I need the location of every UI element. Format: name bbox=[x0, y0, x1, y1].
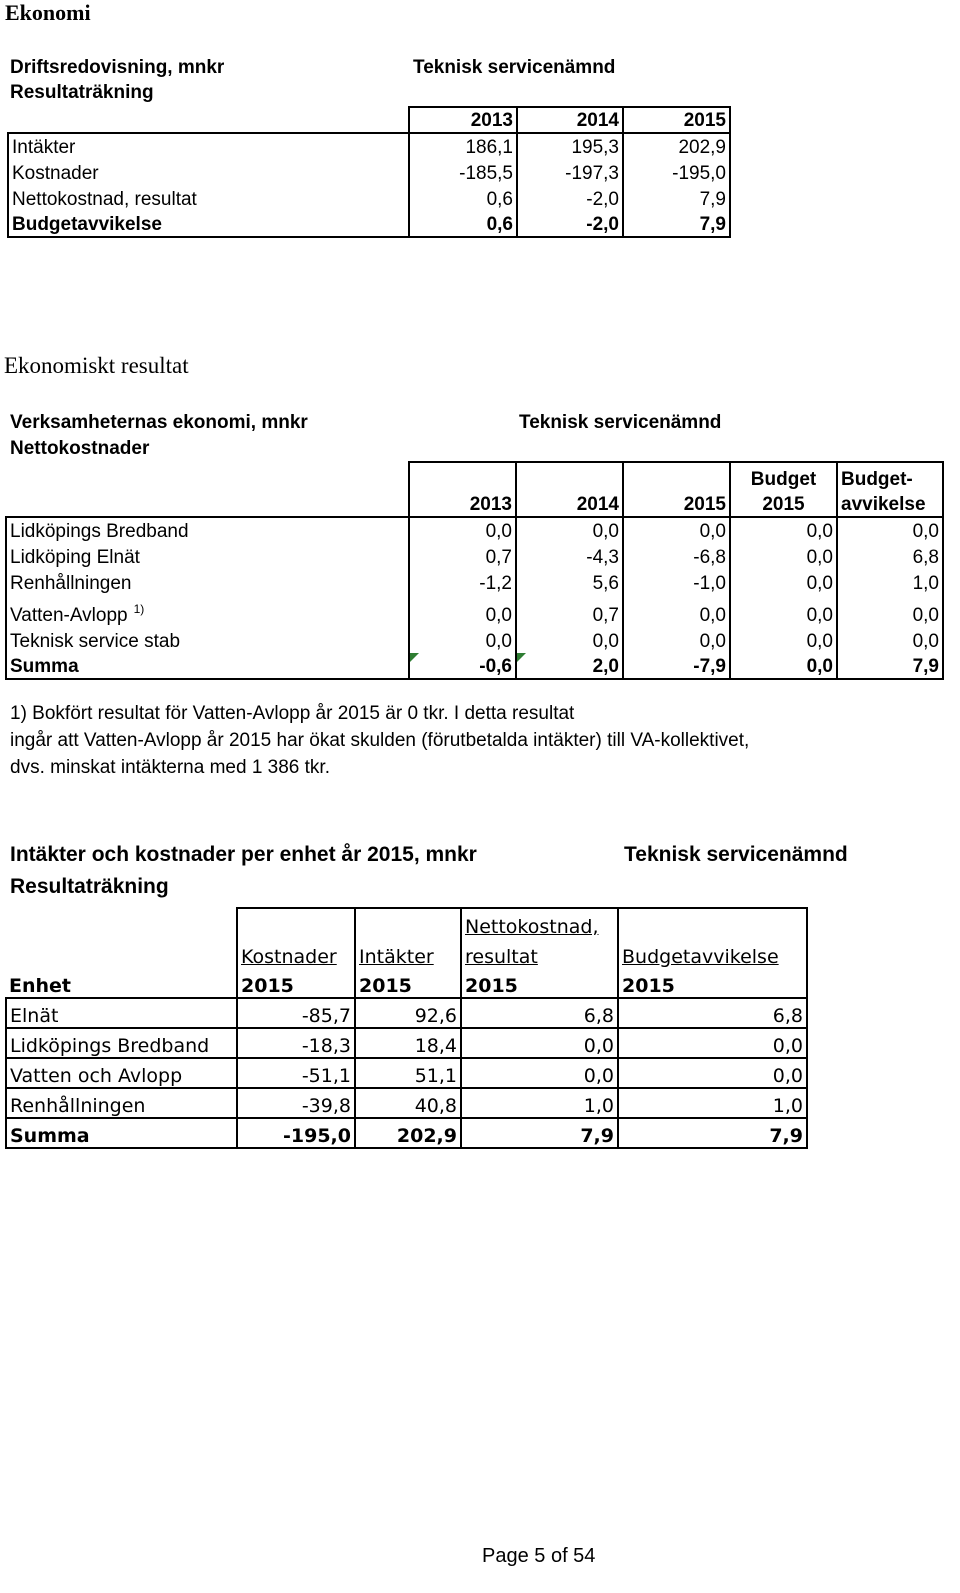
cell-value: 0,0 bbox=[730, 653, 837, 679]
cell-value: 6,8 bbox=[837, 543, 943, 569]
table-header-row bbox=[6, 968, 807, 998]
avvikelse-header: avvikelse bbox=[837, 491, 943, 517]
year-header: 2015 bbox=[355, 968, 461, 998]
row-label: Summa bbox=[6, 1118, 237, 1148]
table-header-row bbox=[6, 462, 943, 491]
section-heading-ekonomiskt-resultat: Ekonomiskt resultat bbox=[4, 353, 189, 378]
cell-value: 0,0 bbox=[516, 627, 623, 653]
verksamhet-title: Verksamheternas ekonomi, mnkr bbox=[10, 412, 308, 433]
cell-value: -2,0 bbox=[517, 185, 623, 211]
year-header: 2014 bbox=[516, 491, 623, 517]
footnote-marker: 1) bbox=[133, 602, 145, 616]
cell-value: 0,0 bbox=[730, 543, 837, 569]
table-header-row bbox=[6, 938, 807, 968]
cell-value: 0,0 bbox=[409, 517, 516, 543]
cell-value: -51,1 bbox=[237, 1058, 355, 1088]
cell-value: 5,6 bbox=[516, 569, 623, 595]
row-label: Nettokostnad, resultat bbox=[8, 185, 409, 211]
cell-value: 0,0 bbox=[837, 627, 943, 653]
cell-value: 0,7 bbox=[409, 543, 516, 569]
cell-value: 0,6 bbox=[409, 211, 517, 237]
cell-value: 92,6 bbox=[355, 998, 461, 1028]
table-row bbox=[8, 211, 730, 237]
cell-value: 7,9 bbox=[623, 185, 730, 211]
cell-value bbox=[516, 653, 623, 679]
cell-value: -1,2 bbox=[409, 569, 516, 595]
resultat-header: resultat bbox=[461, 938, 618, 968]
table-row bbox=[6, 595, 943, 627]
comment-marker-icon bbox=[410, 653, 419, 662]
nettokostnader-table bbox=[5, 461, 944, 680]
cell-value: 0,6 bbox=[409, 185, 517, 211]
cell-value: 6,8 bbox=[461, 998, 618, 1028]
cell-value: -197,3 bbox=[517, 159, 623, 185]
year-header: 2015 bbox=[618, 968, 807, 998]
footnote-line: dvs. minskat intäkterna med 1 386 tkr. bbox=[10, 757, 330, 778]
cell-value: 0,0 bbox=[623, 595, 730, 627]
driftsredovisning-table bbox=[7, 106, 731, 238]
row-label: Budgetavvikelse bbox=[8, 211, 409, 237]
cell-value: -185,5 bbox=[409, 159, 517, 185]
row-label: Kostnader bbox=[8, 159, 409, 185]
table-row bbox=[8, 159, 730, 185]
cell-value: -4,3 bbox=[516, 543, 623, 569]
cell-value: 0,0 bbox=[837, 595, 943, 627]
table-header-row bbox=[6, 491, 943, 517]
enhet-header: Enhet bbox=[6, 968, 237, 998]
page-number: Page 5 of 54 bbox=[482, 1545, 596, 1567]
cell-value: 186,1 bbox=[409, 133, 517, 159]
cell-value: 0,0 bbox=[409, 595, 516, 627]
row-label: Summa bbox=[6, 653, 409, 679]
table-row bbox=[8, 133, 730, 159]
row-label: Lidköpings Bredband bbox=[6, 517, 409, 543]
cell-value: 0,0 bbox=[618, 1058, 807, 1088]
cell-value: 0,0 bbox=[461, 1058, 618, 1088]
year-header: 2013 bbox=[409, 107, 517, 133]
cell-value: 7,9 bbox=[837, 653, 943, 679]
cell-value: 0,0 bbox=[730, 595, 837, 627]
cell-value: 0,0 bbox=[730, 627, 837, 653]
footnote-line: 1) Bokfört resultat för Vatten-Avlopp år 2015 är 0 tkr. I detta resultat bbox=[10, 703, 575, 724]
year-header: 2015 bbox=[623, 107, 730, 133]
netto-header: Nettokostnad, bbox=[461, 908, 618, 938]
cell-value: 0,0 bbox=[618, 1028, 807, 1058]
cell-value: 0,0 bbox=[730, 517, 837, 543]
table-row bbox=[6, 998, 807, 1028]
drift-subtitle: Resultaträkning bbox=[10, 82, 154, 103]
section-heading-ekonomi: Ekonomi bbox=[5, 0, 91, 25]
cell-value: -1,0 bbox=[623, 569, 730, 595]
cell-value: 0,0 bbox=[516, 517, 623, 543]
comment-marker-icon bbox=[517, 653, 526, 662]
cell-value: -85,7 bbox=[237, 998, 355, 1028]
cell-value: -2,0 bbox=[517, 211, 623, 237]
cell-value: 0,0 bbox=[623, 517, 730, 543]
row-label: Intäkter bbox=[8, 133, 409, 159]
enhet-table bbox=[5, 907, 808, 1149]
intakter-header: Intäkter bbox=[355, 938, 461, 968]
cell-value: -195,0 bbox=[623, 159, 730, 185]
enhet-subtitle: Resultaträkning bbox=[10, 875, 169, 898]
cell-value: 1,0 bbox=[461, 1088, 618, 1118]
cell-value: -6,8 bbox=[623, 543, 730, 569]
table-header-row bbox=[8, 107, 730, 133]
cell-value: 0,0 bbox=[837, 517, 943, 543]
row-label-text: Vatten-Avlopp bbox=[10, 605, 128, 626]
row-label: Teknisk service stab bbox=[6, 627, 409, 653]
table-row bbox=[6, 1058, 807, 1088]
footnote bbox=[10, 700, 749, 781]
cell-value: -18,3 bbox=[237, 1028, 355, 1058]
cell-value: 0,0 bbox=[623, 627, 730, 653]
footnote-line: ingår att Vatten-Avlopp år 2015 har ökat skulden (förutbetalda intäkter) till VA-kollektivet, bbox=[10, 730, 750, 751]
cell-value: 0,0 bbox=[461, 1028, 618, 1058]
year-header: 2013 bbox=[409, 491, 516, 517]
cell-value: 6,8 bbox=[618, 998, 807, 1028]
cell-value: 18,4 bbox=[355, 1028, 461, 1058]
table-row bbox=[6, 627, 943, 653]
table-row bbox=[6, 543, 943, 569]
budget-header: Budget bbox=[730, 462, 837, 491]
year-header: 2015 bbox=[623, 491, 730, 517]
budgetavvikelse-header: Budgetavvikelse bbox=[618, 938, 807, 968]
budgetavvikelse-header: Budget- bbox=[837, 462, 943, 491]
row-label: Lidköping Elnät bbox=[6, 543, 409, 569]
table-row bbox=[8, 185, 730, 211]
cell-value: 0,7 bbox=[516, 595, 623, 627]
row-label: Lidköpings Bredband bbox=[6, 1028, 237, 1058]
verksamhet-subtitle: Nettokostnader bbox=[10, 438, 150, 459]
cell-value: 195,3 bbox=[517, 133, 623, 159]
row-label: Vatten och Avlopp bbox=[6, 1058, 237, 1088]
verksamhet-namnd: Teknisk servicenämnd bbox=[519, 412, 722, 433]
cell-value: 7,9 bbox=[461, 1118, 618, 1148]
cell-value-text: 2,0 bbox=[592, 656, 619, 677]
cell-value: -195,0 bbox=[237, 1118, 355, 1148]
cell-value bbox=[409, 653, 516, 679]
drift-namnd: Teknisk servicenämnd bbox=[413, 57, 616, 78]
cell-value-text: -0,6 bbox=[479, 656, 512, 677]
cell-value: 1,0 bbox=[837, 569, 943, 595]
cell-value: 40,8 bbox=[355, 1088, 461, 1118]
table-row bbox=[6, 1118, 807, 1148]
enhet-title: Intäkter och kostnader per enhet år 2015, mnkr bbox=[10, 843, 477, 866]
row-label: Renhållningen bbox=[6, 1088, 237, 1118]
table-row bbox=[6, 1028, 807, 1058]
year-header: 2015 bbox=[730, 491, 837, 517]
cell-value: -39,8 bbox=[237, 1088, 355, 1118]
cell-value: 51,1 bbox=[355, 1058, 461, 1088]
row-label: Elnät bbox=[6, 998, 237, 1028]
cell-value: -7,9 bbox=[623, 653, 730, 679]
table-header-row bbox=[6, 908, 807, 938]
table-row bbox=[6, 517, 943, 543]
year-header: 2015 bbox=[461, 968, 618, 998]
row-label bbox=[6, 595, 409, 627]
table-row bbox=[6, 569, 943, 595]
cell-value: 7,9 bbox=[618, 1118, 807, 1148]
cell-value: 0,0 bbox=[730, 569, 837, 595]
table-row bbox=[6, 1088, 807, 1118]
drift-title: Driftsredovisning, mnkr bbox=[10, 57, 225, 78]
cell-value: 1,0 bbox=[618, 1088, 807, 1118]
cell-value: 0,0 bbox=[409, 627, 516, 653]
kostnader-header: Kostnader bbox=[237, 938, 355, 968]
cell-value: 7,9 bbox=[623, 211, 730, 237]
year-header: 2015 bbox=[237, 968, 355, 998]
table-row bbox=[6, 653, 943, 679]
row-label: Renhållningen bbox=[6, 569, 409, 595]
cell-value: 202,9 bbox=[355, 1118, 461, 1148]
enhet-namnd: Teknisk servicenämnd bbox=[624, 843, 848, 866]
year-header: 2014 bbox=[517, 107, 623, 133]
cell-value: 202,9 bbox=[623, 133, 730, 159]
